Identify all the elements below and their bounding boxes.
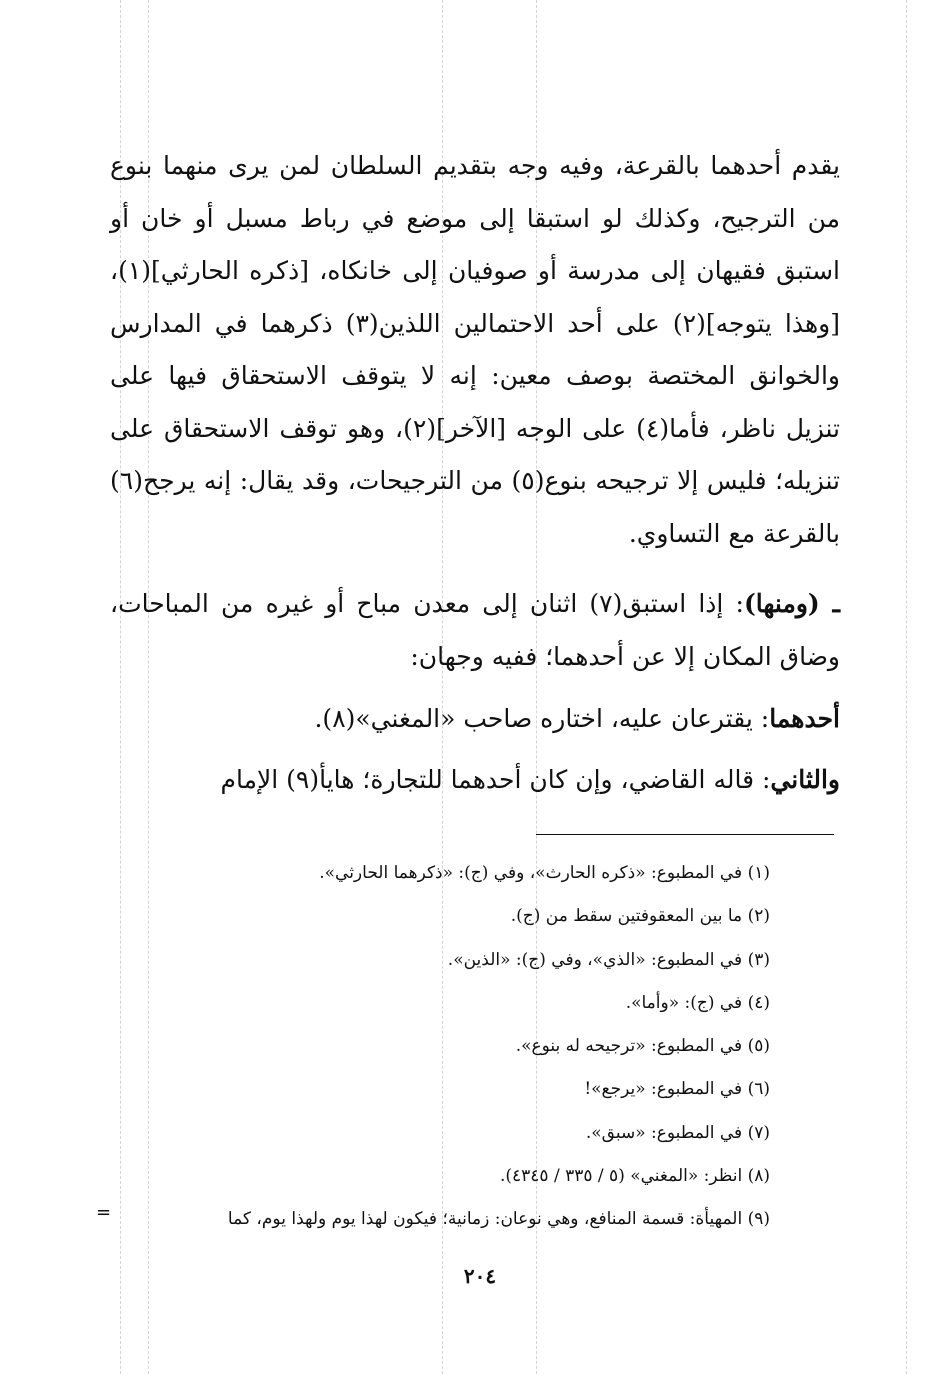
paragraph-3 (110, 693, 840, 746)
paragraph-3-lead: أحدهما (769, 704, 840, 733)
paragraph-4-lead: والثاني (770, 764, 840, 794)
footnote-8: (٨) انظر: «المغني» (٥ / ٣٣٥ / ٤٣٤٥). (499, 1166, 770, 1187)
footnote-2: (٢) ما بين المعقوفتين سقط من (ج). (510, 906, 770, 927)
page-number: ٢٠٤ (463, 1264, 497, 1288)
paragraph-2-text: : إذا استبق(٧) اثنان إلى معدن مباح أو غيره من المباحات، وضاق المكان إلا عن أحدهما؛ ففيه وجهان: (110, 589, 840, 671)
main-text (110, 140, 840, 806)
footnote-separator (536, 834, 834, 835)
footnote-7: (٧) في المطبوع: «سبق». (585, 1122, 770, 1143)
footnote-5: (٥) في المطبوع: «ترجيحه له بنوع». (515, 1036, 770, 1057)
footnote-1: (١) في المطبوع: «ذكره الحارث»، وفي (ج): «ذكرهما الحارثي». (319, 863, 770, 883)
footnote-4: (٤) في (ج): «وأما». (625, 992, 770, 1013)
footnote-9: (٩) المهيأة: قسمة المنافع، وهي نوعان: زمانية؛ فيكون لهذا يوم ولهذا يوم، كما (227, 1209, 770, 1230)
footnote-6: (٦) في المطبوع: «يرجع»! (584, 1079, 770, 1100)
footnotes (100, 852, 770, 1242)
paragraph-3-text: : يقترعان عليه، اختاره صاحب «المغني»(٨). (314, 704, 770, 733)
paragraph-2-lead: ـ (ومنها) (743, 589, 840, 618)
footnote-3: (٣) في المطبوع: «الذي»، وفي (ج): «الذين». (447, 949, 770, 970)
paragraph-4 (110, 754, 840, 807)
scan-guide-line (906, 0, 907, 1374)
paragraph-2 (110, 578, 840, 683)
paragraph-4-text: : قاله القاضي، وإن كان أحدهما للتجارة؛ هايأ(٩) الإمام (220, 764, 771, 794)
footnote-continuation-mark: = (96, 1202, 112, 1223)
paragraph-1-text: يقدم أحدهما بالقرعة، وفيه وجه بتقديم السلطان لمن يرى منهما بنوع من الترجيح، وكذلك لو استبقا إلى موضع في رباط مسبل أو خان أو استبق فقيهان إلى مدرسة أو صوفيان إلى خانكاه، [ذكره الحارثي](١)، [وهذا يتوجه](٢) على أحد الاحتمالين اللذين(٣) ذكرهما في المدارس والخوانق المختصة بوصف معين: إنه لا يتوقف الاستحقاق فيها على تنزيل ناظر، فأما(٤) على الوجه [الآخر](٢)، وهو توقف الاستحقاق على تنزيله؛ فليس إلا ترجيحه بنوع(٥) من الترجيحات، وقد يقال: إنه يرجح(٦) بالقرعة مع التساوي. (110, 151, 841, 548)
paragraph-1 (110, 140, 840, 560)
